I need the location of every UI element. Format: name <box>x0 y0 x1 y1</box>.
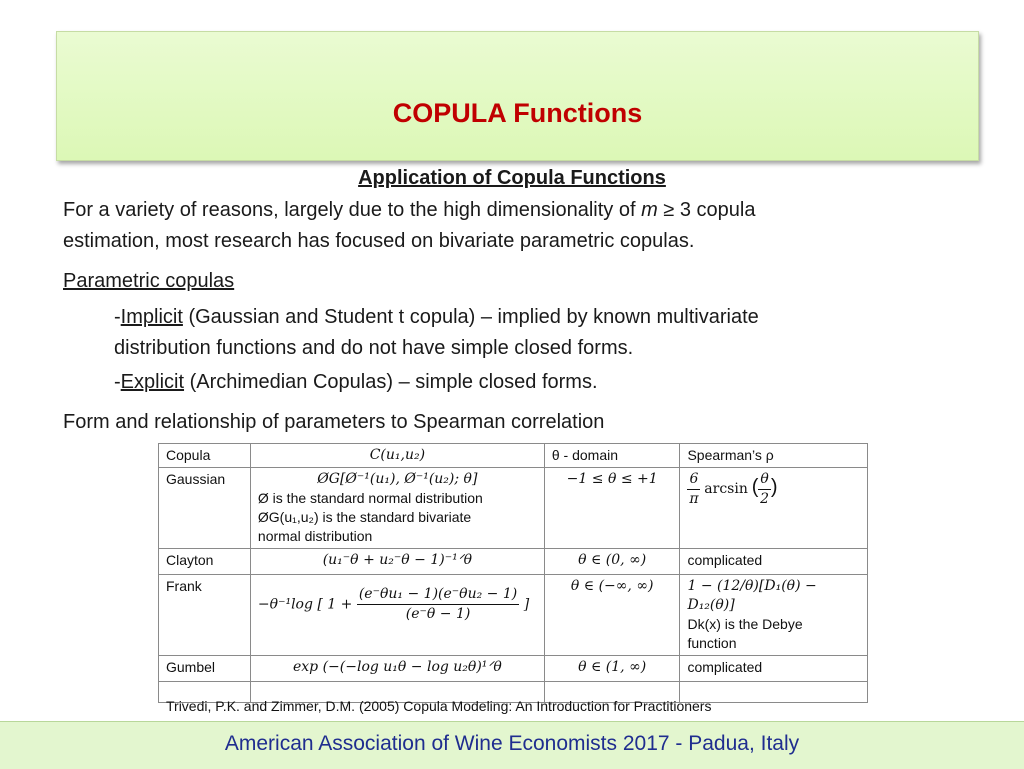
cell-clayton-rho: complicated <box>680 549 868 575</box>
slide-title: COPULA Functions <box>392 98 643 128</box>
title-banner <box>56 31 979 161</box>
cell-frank-domain: θ ∈ (−∞, ∞) <box>544 575 680 656</box>
cell-gumbel-name: Gumbel <box>159 656 251 682</box>
cell-clayton-formula: (u₁⁻θ + u₂⁻θ − 1)⁻¹ᐟθ <box>250 549 544 575</box>
table-row-gumbel <box>159 656 868 682</box>
copula-table <box>158 443 868 703</box>
parametric-copulas-label: Parametric copulas <box>63 270 235 292</box>
cell-clayton-domain: θ ∈ (0, ∞) <box>544 549 680 575</box>
table-row-clayton <box>159 549 868 575</box>
cell-frank-name: Frank <box>159 575 251 656</box>
cell-gaussian-domain: −1 ≤ θ ≤ +1 <box>544 468 680 549</box>
implicit-line-2: distribution functions and do not have simple closed forms. <box>114 337 634 359</box>
table-row-frank <box>159 575 868 656</box>
implicit-line-1: -Implicit (Gaussian and Student t copula) – implied by known multivariate <box>114 306 759 328</box>
cell-gaussian-formula: ØG[Ø⁻¹(u₁), Ø⁻¹(u₂); θ] Ø is the standard normal distribution ØG(u₁,u₂) is the standard bivariate normal distribution <box>250 468 544 549</box>
citation: Trivedi, P.K. and Zimmer, D.M. (2005) Copula Modeling: An Introduction for Practitioners <box>166 698 712 714</box>
header-c-function: C(u₁,u₂) <box>250 444 544 468</box>
intro-line-2: estimation, most research has focused on bivariate parametric copulas. <box>63 230 695 252</box>
table-header-row <box>159 444 868 468</box>
footer-bar <box>0 721 1024 769</box>
explicit-line: -Explicit (Archimedian Copulas) – simple closed forms. <box>114 371 598 393</box>
intro-line-1: For a variety of reasons, largely due to the high dimensionality of m ≥ 3 copula <box>63 199 756 221</box>
section-heading: Application of Copula Functions <box>358 167 666 189</box>
cell-frank-formula: −θ⁻¹log [ 1 + $\frac{\text{(e⁻θu₁ − 1)(e⁻θu₂ − 1)}}{(e^-\theta - 1)}$ ] <box>250 575 544 656</box>
header-spearman: Spearman’s ρ <box>680 444 868 468</box>
header-copula: Copula <box>159 444 251 468</box>
cell-gaussian-rho: $\frac{6}{\pi}$ arcsin ( $\frac{\theta}{2}$ ) <box>680 468 868 549</box>
copula-table-figure <box>150 440 872 720</box>
cell-gumbel-rho: complicated <box>680 656 868 682</box>
cell-gumbel-formula: exp (−(−log u₁θ − log u₂θ)¹ᐟθ <box>250 656 544 682</box>
cell-gumbel-domain: θ ∈ (1, ∞) <box>544 656 680 682</box>
footer-text: American Association of Wine Economists 2017 - Padua, Italy <box>224 732 800 755</box>
table-row-gaussian <box>159 468 868 549</box>
cell-gaussian-name: Gaussian <box>159 468 251 549</box>
header-theta-domain: θ - domain <box>544 444 680 468</box>
cell-clayton-name: Clayton <box>159 549 251 575</box>
cell-frank-rho: 1 − (12/θ)[D₁(θ) − D₁₂(θ)] Dk(x) is the Debye function <box>680 575 868 656</box>
form-relationship-line: Form and relationship of parameters to Spearman correlation <box>63 411 605 433</box>
